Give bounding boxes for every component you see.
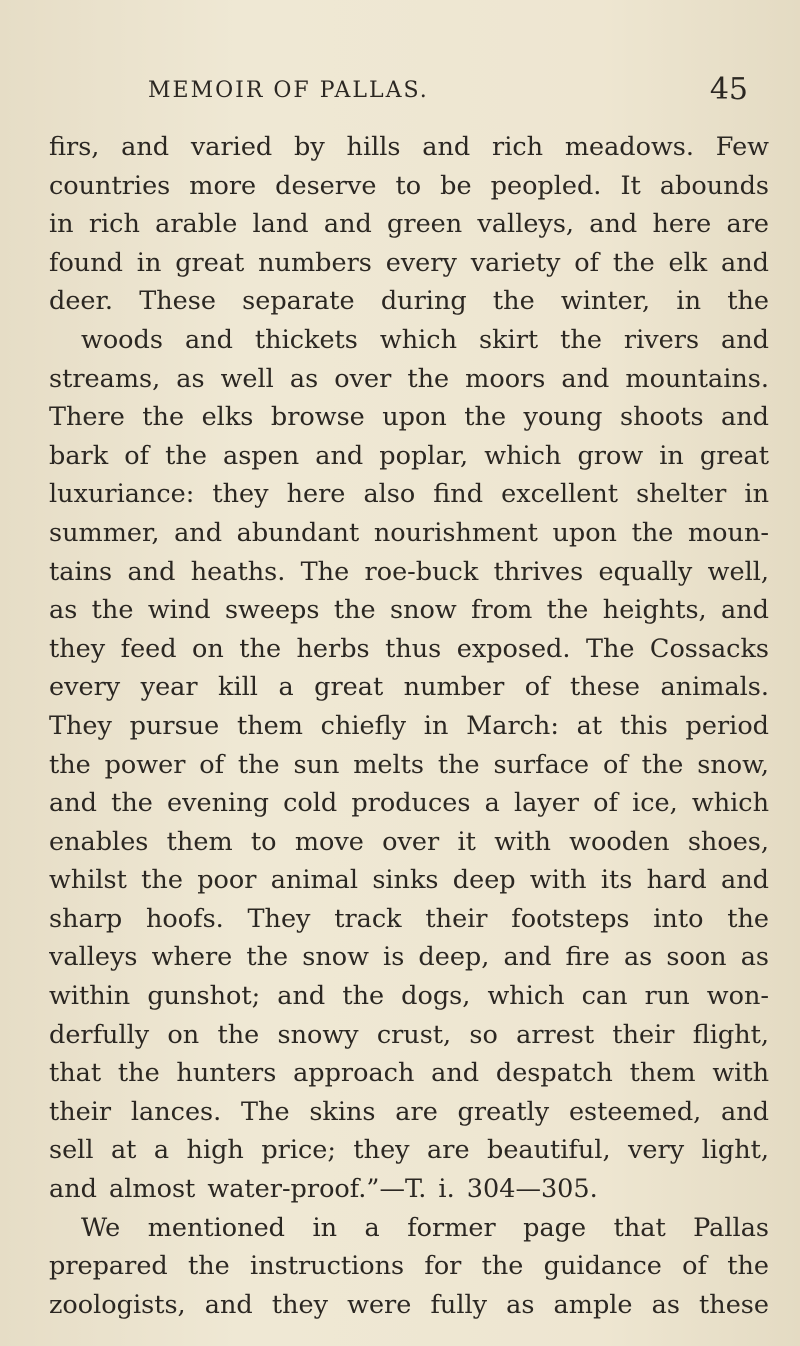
body-text xyxy=(49,128,769,1324)
text-line: valleys where the snow is deep, and fire as soon as xyxy=(49,942,769,973)
text-line: zoologists, and they were fully as ample as these xyxy=(49,1289,769,1320)
text-line: whilst the poor animal sinks deep with its hard and xyxy=(49,865,769,896)
text-line: They pursue them chiefly in March: at this period xyxy=(49,710,769,741)
text-line: There the elks browse upon the young shoots and xyxy=(49,402,769,433)
text-line: in rich arable land and green valleys, and here are xyxy=(49,209,769,240)
text-line: sharp hoofs. They track their footsteps into the xyxy=(49,903,769,934)
text-line: enables them to move over it with wooden shoes, xyxy=(49,826,769,857)
text-line: deer. These separate during the winter, in the xyxy=(49,286,769,317)
text-line: within gunshot; and the dogs, which can run won- xyxy=(49,981,769,1012)
text-line: summer, and abundant nourishment upon the moun- xyxy=(49,517,769,548)
text-line: that the hunters approach and despatch them with xyxy=(49,1058,769,1089)
text-line: derfully on the snowy crust, so arrest their flight, xyxy=(49,1019,769,1050)
text-line: streams, as well as over the moors and mountains. xyxy=(49,363,769,394)
text-line: countries more deserve to be peopled. It abounds xyxy=(49,170,769,201)
text-line: tains and heaths. The roe-buck thrives equally well, xyxy=(49,556,769,587)
text-line: as the wind sweeps the snow from the heights, and xyxy=(49,595,769,626)
text-line: luxuriance: they here also find excellent shelter in xyxy=(49,479,769,510)
text-line: their lances. The skins are greatly esteemed, and xyxy=(49,1096,769,1127)
text-line: prepared the instructions for the guidance of the xyxy=(49,1251,769,1282)
text-line: woods and thickets which skirt the rivers and xyxy=(81,324,769,355)
page-number: 45 xyxy=(709,72,748,107)
text-line: every year kill a great number of these animals. xyxy=(49,672,769,703)
text-line: the power of the sun melts the surface of the snow, xyxy=(49,749,769,780)
text-line: found in great numbers every variety of the elk and xyxy=(49,247,769,278)
text-line: sell at a high price; they are beautiful, very light, xyxy=(49,1135,769,1166)
text-line: firs, and varied by hills and rich meadows. Few xyxy=(49,132,769,162)
text-line: and the evening cold produces a layer of ice, which xyxy=(49,788,769,819)
text-line: We mentioned in a former page that Pallas xyxy=(81,1212,769,1243)
text-line: and almost water-proof.”—T. i. 304—305. xyxy=(49,1174,598,1205)
running-title: MEMOIR OF PALLAS. xyxy=(148,78,429,103)
text-line: bark of the aspen and poplar, which grow in great xyxy=(49,440,769,471)
text-line: they feed on the herbs thus exposed. The Cossacks xyxy=(49,633,769,664)
